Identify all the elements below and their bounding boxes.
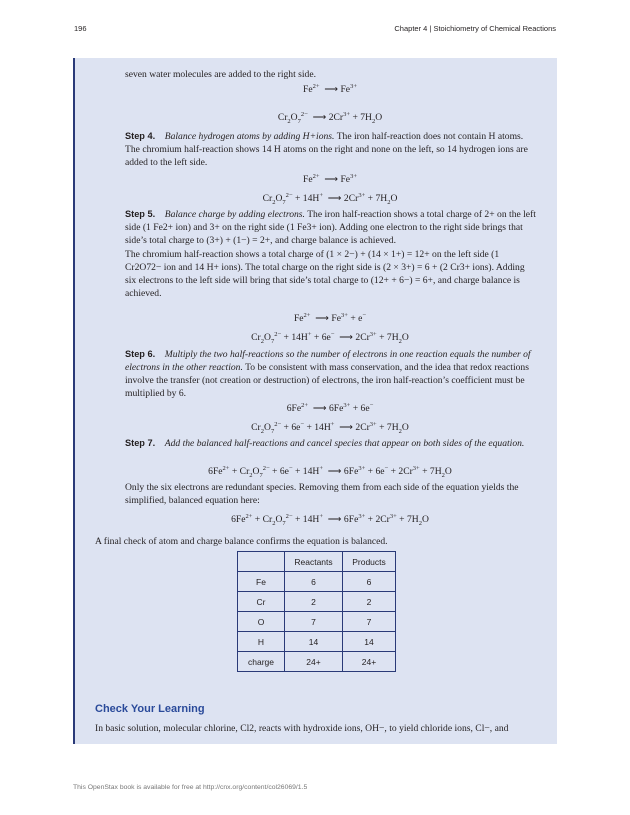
- table-row: [238, 632, 396, 652]
- table-header-cell: Products: [343, 552, 396, 572]
- table-cell: 14: [285, 632, 343, 652]
- step6-text: To be consistent with mass conservation, and the idea that redox reactions involve the transfer (not creation or destruction) of electrons, the iron half-reaction’s coefficient must be multiplied by 6.: [125, 362, 529, 399]
- table-cell: 14: [343, 632, 396, 652]
- step5-paragraph: [125, 208, 537, 247]
- step5-text1: The iron half-reaction shows a total charge of 2+ on the left side (1 Fe2+ ion) and 3+ on the right side (1 Fe3+ ion). Adding one electron to the right side brings that side’s total charge to (3+) + (1−) = 2+, and charge balance is achieved.: [125, 209, 536, 246]
- table-cell: H: [238, 632, 285, 652]
- table-row: [238, 572, 396, 592]
- table-cell: 7: [343, 612, 396, 632]
- table-cell: Fe: [238, 572, 285, 592]
- step7-label: Step 7.: [125, 438, 156, 448]
- page-number: 196: [74, 24, 87, 33]
- check-your-learning-heading: Check Your Learning: [95, 703, 205, 715]
- balance-table: [237, 551, 396, 672]
- equation-6fe: $6Fe^{2+}$ ⟶ $6Fe^{3+} + 6e^-$: [286, 401, 374, 414]
- step6-paragraph: [125, 348, 537, 400]
- table-cell: Cr: [238, 592, 285, 612]
- step4-paragraph: [125, 130, 537, 169]
- equation-fe-half-2: $Fe^{2+}$ ⟶ $Fe^{3+}$: [303, 172, 357, 185]
- step4-label: Step 4.: [125, 131, 156, 141]
- equation-cr-6e: $Cr_2O_7^{2-} + 6e^- + 14H^+$ ⟶ $2Cr^{3+} + 7H_2O$: [251, 420, 409, 435]
- step7-paragraph: [125, 437, 537, 450]
- table-row: [238, 652, 396, 672]
- equation-balanced: $6Fe^{2+} + Cr_2O_7^{2-} + 14H^+$ ⟶ $6Fe^{3+} + 2Cr^{3+} + 7H_2O$: [231, 512, 429, 527]
- table-cell: 24+: [285, 652, 343, 672]
- chapter-title: Chapter 4 | Stoichiometry of Chemical Reactions: [394, 24, 556, 33]
- table-header-row: [238, 552, 396, 572]
- equation-cr-electron: $Cr_2O_7^{2-} + 14H^+ + 6e^-$ ⟶ $2Cr^{3+} + 7H_2O$: [251, 330, 409, 345]
- equation-combined: $6Fe^{2+} + Cr_2O_7^{2-} + 6e^- + 14H^+$ ⟶ $6Fe^{3+} + 6e^- + 2Cr^{3+} + 7H_2O$: [208, 464, 452, 479]
- table-row: [238, 592, 396, 612]
- table-header-cell: [238, 552, 285, 572]
- table-cell: O: [238, 612, 285, 632]
- step5-text2: The chromium half-reaction shows a total charge of (1 × 2−) + (14 × 1+) = 12+ on the left side (1 Cr2O72− ion and 14 H+ ions). The total charge on the right side is (2 × 3+) = 6 + (2 Cr3+ ions). Adding six electrons to the left side will bring that side’s total charge to (12+ + 6−) = 6+, and charge balance is achieved.: [125, 249, 525, 299]
- step5-label: Step 5.: [125, 209, 156, 219]
- equation-fe-half: $Fe^{2+}$ ⟶ $Fe^{3+}$: [303, 82, 357, 95]
- table-cell: 6: [343, 572, 396, 592]
- step4-text: The iron half-reaction does not contain H atoms. The chromium half-reaction shows 14 H atoms on the right and none on the left, so 14 hydrogen ions are added to the left side.: [125, 131, 528, 168]
- step6-title: Multiply the two half-reactions so the number of electrons in one reaction equals the number of electrons in the other reaction.: [125, 349, 531, 373]
- table-cell: 2: [285, 592, 343, 612]
- final-check-text: A final check of atom and charge balance confirms the equation is balanced.: [95, 536, 388, 547]
- table-row: [238, 612, 396, 632]
- table-cell: 2: [343, 592, 396, 612]
- footer-note: This OpenStax book is available for free at http://cnx.org/content/col26069/1.5: [73, 784, 308, 791]
- step6-label: Step 6.: [125, 349, 156, 359]
- table-cell: 7: [285, 612, 343, 632]
- equation-cr-half-2: $Cr_2O_7^{2-} + 14H^+$ ⟶ $2Cr^{3+} + 7H_2O$: [262, 191, 398, 206]
- step7-text: Only the six electrons are redundant species. Removing them from each side of the equation yields the simplified, balanced equation here:: [125, 482, 519, 506]
- step7-title: Add the balanced half-reactions and cancel species that appear on both sides of the equation.: [164, 438, 525, 449]
- table-header-cell: Reactants: [285, 552, 343, 572]
- check-your-learning-text: In basic solution, molecular chlorine, Cl2, reacts with hydroxide ions, OH−, to yield chloride ions, Cl−, and: [95, 723, 509, 734]
- table-cell: charge: [238, 652, 285, 672]
- equation-cr-half: $Cr_2O_7^{2-}$ ⟶ $2Cr^{3+} + 7H_2O$: [277, 110, 383, 125]
- step5-title: Balance charge by adding electrons.: [164, 209, 305, 220]
- step4-title: Balance hydrogen atoms by adding H+ions.: [164, 131, 335, 142]
- equation-fe-electron: $Fe^{2+}$ ⟶ $Fe^{3+} + e^-$: [293, 311, 367, 324]
- table-cell: 6: [285, 572, 343, 592]
- intro-line: seven water molecules are added to the right side.: [125, 69, 317, 80]
- table-cell: 24+: [343, 652, 396, 672]
